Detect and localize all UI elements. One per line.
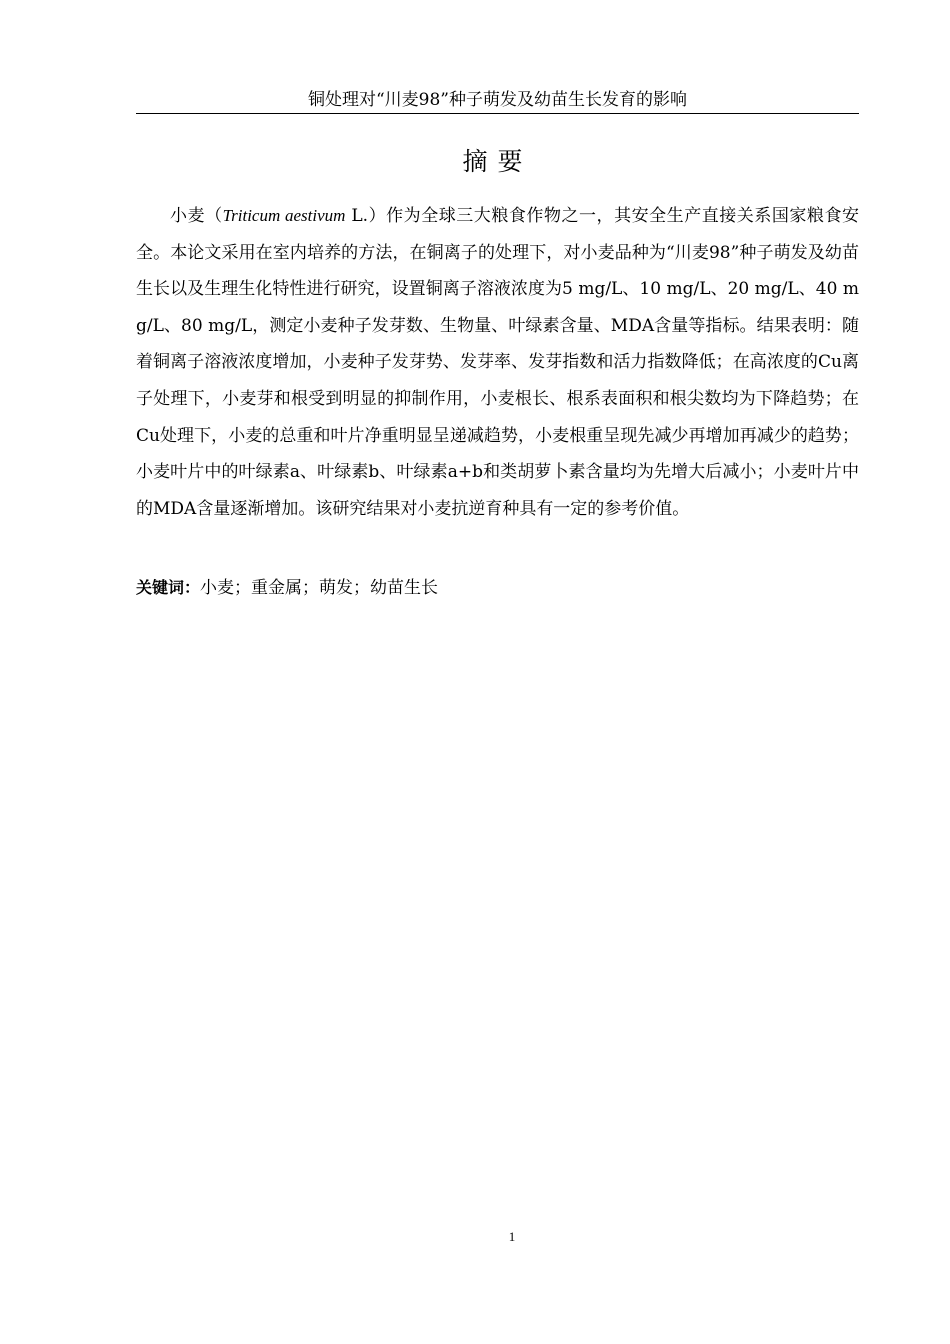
abstract-text-main: L.）作为全球三大粮食作物之一，其安全生产直接关系国家粮食安全。本论文采用在室内培养的方法，在铜离子的处理下，对小麦品种为“川麦98”种子萌发及幼苗生长以及生理生化特性进行研究，设置铜离子溶液浓度为5 mg/L、10 mg/L、20 mg/L、40 mg/L、80 mg/L，测定小麦种子发芽数、生物量、叶绿素含量、MDA含量等指标。结果表明：随着铜离子溶液浓度增加，小麦种子发芽势、发芽率、发芽指数和活力指数降低；在高浓度的Cu离子处理下，小麦芽和根受到明显的抑制作用，小麦根长、根系表面积和根尖数均为下降趋势；在Cu处理下，小麦的总重和叶片净重明显呈递减趋势，小麦根重呈现先减少再增加再减少的趋势；小麦叶片中的叶绿素a、叶绿素b、叶绿素a+b和类胡萝卜素含量均为先增大后减小；小麦叶片中的MDA含量逐渐增加。该研究结果对小麦抗逆育种具有一定的参考价值。: [136, 206, 859, 519]
species-name: Triticum aestivum: [222, 206, 346, 225]
abstract-text-start: 小麦（: [170, 206, 223, 226]
page-number: 1: [508, 1229, 516, 1244]
keywords: [136, 570, 859, 606]
abstract-title: 摘要: [462, 147, 533, 176]
abstract-body: [136, 198, 859, 527]
running-title: 铜处理对“川麦98”种子萌发及幼苗生长发育的影响: [307, 90, 687, 110]
running-header: [136, 89, 859, 114]
keywords-value: 小麦；重金属；萌发；幼苗生长: [200, 578, 439, 598]
keywords-label: 关键词：: [136, 578, 201, 597]
